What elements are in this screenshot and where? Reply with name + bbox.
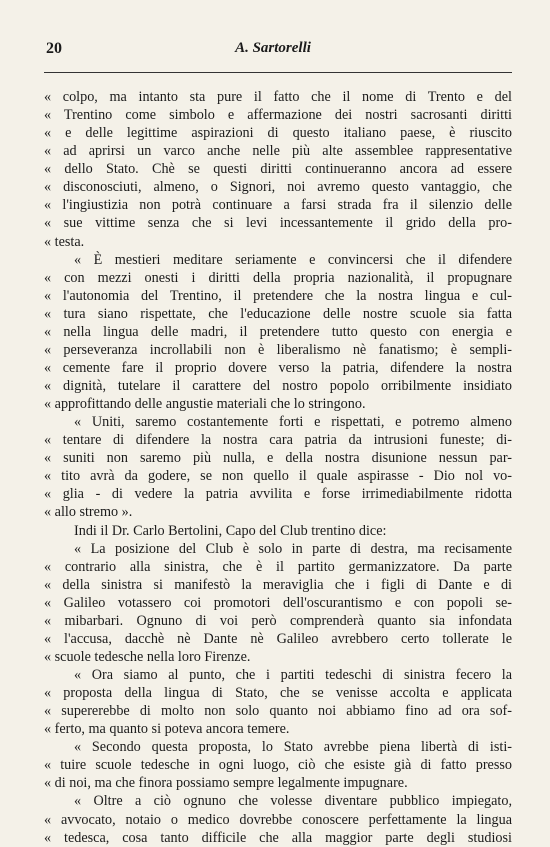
text-line: « Ora siamo al punto, che i partiti tedeschi di sinistra fecero la (74, 667, 512, 683)
text-line: « l'autonomia del Trentino, il pretendere che la nostra lingua e cul- (44, 287, 512, 304)
text-line: « dignità, tutelare il carattere del nostro popolo orribilmente insidiato (44, 378, 512, 394)
text-line: « disconosciuti, almeno, o Signori, noi avremo questo vantaggio, che (44, 179, 512, 196)
text-line: « tuire scuole tedesche in ogni luogo, ciò che esiste già di fatto presso (44, 757, 512, 774)
text-line: « dello Stato. Chè se questi diritti continueranno ancora ad essere (44, 161, 512, 178)
text-line: « avvocato, notaio o medico dovrebbe conoscere perfettamente la lingua (44, 811, 512, 828)
text-line: « ferto, ma quanto si poteva ancora temere. (44, 721, 290, 738)
text-line: « di noi, ma che finora possiamo sempre legalmente impugnare. (44, 775, 408, 792)
text-line: « Uniti, saremo costantemente forti e rispettati, e potremo almeno (74, 414, 512, 431)
text-line: « e delle legittime aspirazioni di questo italiano paese, è riuscito (44, 125, 512, 142)
text-line: « allo stremo ». (44, 504, 133, 521)
text-line: « cemente fare il proprio dovere verso la patria, difendere la nostra (44, 359, 512, 376)
text-line: « tentare di difendere la nostra cara patria da intrusioni funeste; di- (44, 432, 512, 449)
text-line: « La posizione del Club è solo in parte di destra, ma recisamente (74, 540, 512, 557)
text-line: Indi il Dr. Carlo Bertolini, Capo del Club trentino dice: (74, 522, 387, 539)
text-line: « tedesca, cosa tanto difficile che alla maggior parte degli studiosi (44, 829, 512, 846)
text-line: « l'ingiustizia non potrà continuare a farsi strada fra il silenzio delle (44, 197, 512, 214)
page-number: 20 (46, 40, 62, 57)
text-line: « È mestieri meditare seriamente e convincersi che il difendere (74, 251, 512, 268)
running-head: A. Sartorelli (235, 40, 311, 56)
text-line: « Secondo questa proposta, lo Stato avrebbe piena libertà di isti- (74, 739, 512, 756)
text-line: « scuole tedesche nella loro Firenze. (44, 648, 251, 665)
text-line: « l'accusa, dacchè nè Dante nè Galileo avrebbero certo tollerate le (44, 630, 512, 647)
text-line: « mibarbari. Ognuno di voi però comprenderà quanto sia infondata (44, 612, 512, 629)
text-line: « nella lingua delle madri, il pretendere tutto questo con energia e (44, 323, 512, 340)
text-line: « Oltre a ciò ognuno che volesse diventare pubblico impiegato, (74, 793, 512, 810)
header-rule (44, 72, 512, 73)
text-line: « contrario alla sinistra, che è il partito germanizzatore. Da parte (44, 558, 512, 575)
text-line: « colpo, ma intanto sta pure il fatto che il nome di Trento e del (44, 89, 512, 105)
text-line: « con mezzi onesti i diritti della propria nazionalità, il propugnare (44, 269, 512, 286)
text-line: « suniti non saremo più nulla, e della nostra disunione nessun par- (44, 450, 512, 467)
page-header (32, 38, 514, 60)
text-line: « tito avrà da godere, se non quello il quale aspirasse - Dio nol vo- (44, 468, 512, 485)
text-line: « ad aprirsi un varco anche nelle più alte assemblee rappresentative (44, 143, 512, 160)
text-line: « tura siano rispettate, che l'educazione delle nostre scuole sia fatta (44, 305, 512, 322)
text-line: « glia - di vedere la patria avvilita e forse irrimediabilmente ridotta (44, 486, 512, 503)
text-line: « sue vittime senza che si levi incessantemente il grido della pro- (44, 215, 512, 232)
text-line: « testa. (44, 233, 85, 250)
text-line: « della sinistra si manifestò la meraviglia che i figli di Dante e di (44, 576, 512, 593)
text-line: « perseveranza incrollabili non è liberalismo nè fanatismo; è sempli- (44, 341, 512, 358)
text-line: « Trentino come simbolo e affermazione dei nostri sacrosanti diritti (44, 107, 512, 124)
text-line: « supererebbe di molto non solo quanto noi abbiamo fino ad ora sof- (44, 703, 512, 720)
text-line: « Galileo votassero coi promotori dell'oscurantismo e con popoli se- (44, 594, 512, 611)
text-line: « approfittando delle angustie materiali che lo stringono. (44, 396, 366, 413)
body-text (44, 88, 512, 847)
text-line: « proposta della lingua di Stato, che se venisse accolta e applicata (44, 685, 512, 702)
